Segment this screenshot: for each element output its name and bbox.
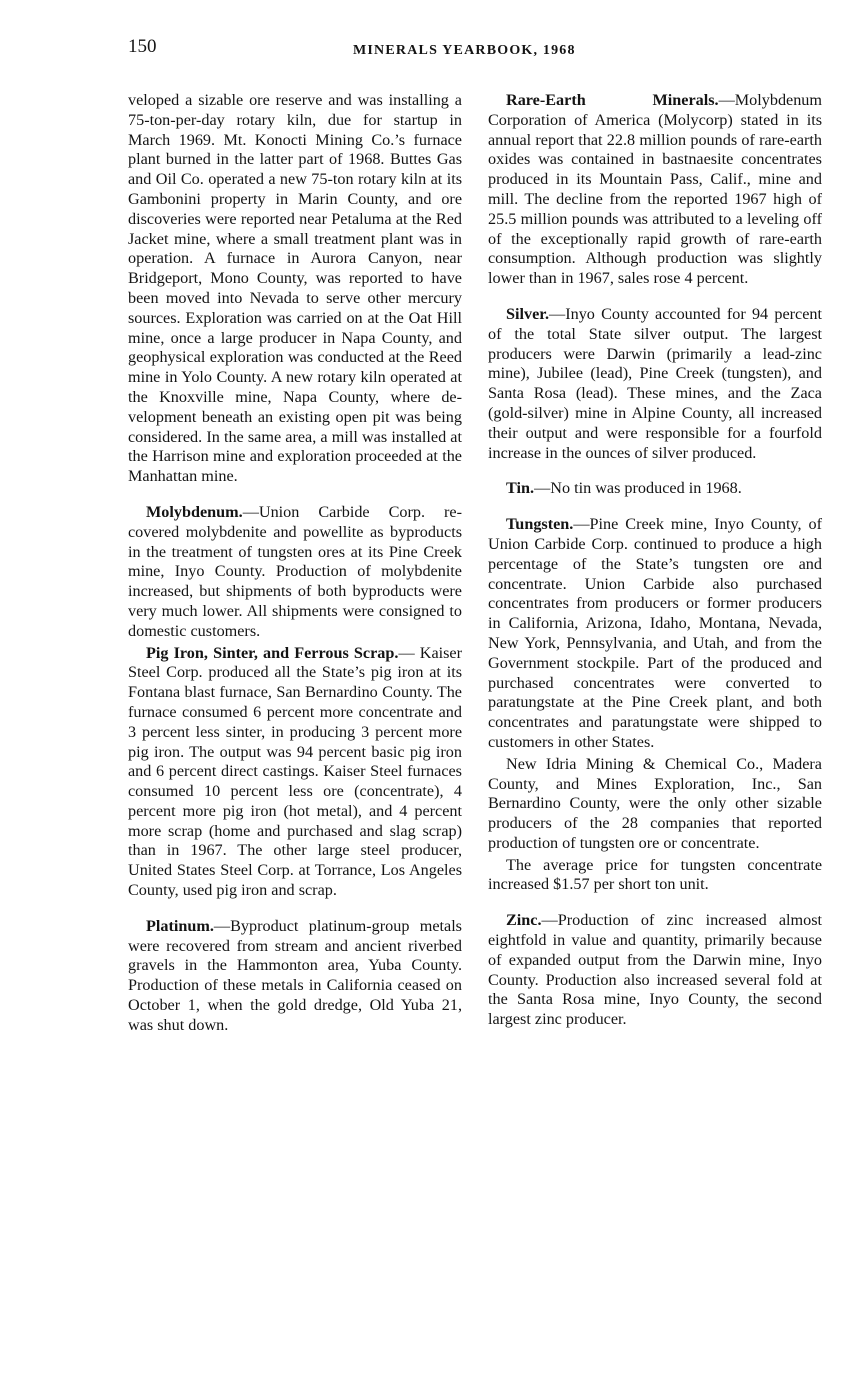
paragraph-zinc-text: —Production of zinc increased almost eightfold in value and quantity, primarily because of expanded output from the Darwin mine, Inyo County. Production also increased several fold at the Santa Rosa mine, Inyo County, the second largest zinc producer.	[488, 911, 822, 1029]
paragraph-tungsten-text: —Pine Creek mine, Inyo County, of Union Carbide Corp. continued to produce a high percentage of the State’s tungsten ore and concentrate. Union Carbide also purchased concentrates from producers or former producers in California, Arizona, Idaho, Montana, Nevada, New York, Pennsylvania, and Utah, and from the Government stockpile. Part of the produced and purchased concentrates were converted to paratungstate at the Pine Creek plant, and both concentrates and paratungstate were shipped to customers in other States.	[488, 515, 822, 751]
page-number: 150	[128, 36, 157, 57]
section-heading-tin: Tin.	[506, 479, 535, 498]
paragraph-silver	[488, 305, 822, 463]
paragraph-rare-earth	[488, 91, 822, 289]
paragraph-mercury-continued: veloped a sizable ore reserve and was installing a 75-ton-per-day rotary kiln, due for startup in March 1969. Mt. Konocti Mining Co.’s furnace plant burned in the latter part of 1968. Buttes Gas and Oil Co. operated a new 75-ton rotary kiln at its Gambonini property in Marin County, and ore discoveries were reported near Petaluma at the Red Jacket mine, where a small treatment plant was in operation. A furnace in Aurora Canyon, near Bridgeport, Mono County, was reported to have been moved into Nevada to serve other mercury sources. Exploration was carried on at the Oat Hill mine, once a large producer in Napa County, and geophysical exploration was conducted at the Reed mine in Yolo County. A new rotary kiln operated at the Knoxville mine, Napa County, where development beneath an existing open pit was being considered. In the same area, a mill was installed at the Harrison mine and exploration proceeded at the Manhattan mine.	[128, 91, 462, 486]
paragraph-zinc	[488, 911, 822, 1030]
paragraph-new-idria: New Idria Mining & Chemical Co., Madera County, and Mines Exploration, Inc., San Bernardino County, were the only other sizable producers of the 28 companies that reported production of tungsten ore or concentrate.	[488, 754, 822, 852]
paragraph-platinum	[128, 917, 462, 1036]
paragraph-pig-iron	[128, 644, 462, 901]
running-head: MINERALS YEARBOOK, 1968	[353, 43, 576, 58]
paragraph-platinum-text: —Byproduct platinum-group metals were recovered from stream and ancient riverbed gravels in the Hammonton area, Yuba County. Production of these metals in California ceased on October 1, when the gold dredge, Old Yuba 21, was shut down.	[128, 916, 462, 1034]
right-column	[488, 91, 822, 1030]
section-heading-molybdenum: Molybdenum.	[146, 502, 243, 521]
paragraph-silver-text: —Inyo County accounted for 94 percent of the total State silver output. The largest producers were Darwin (primarily a lead-zinc mine), Jubilee (lead), Pine Creek (tungsten), and Santa Rosa (lead). These mines, and the Zaca (gold-silver) mine in Alpine County, all increased their output and were responsible for a fourfold increase in the ounces of silver produced.	[488, 304, 822, 462]
section-heading-zinc: Zinc.	[506, 911, 542, 930]
paragraph-pig-iron-text: — Kaiser Steel Corp. produced all the State’s pig iron at its Fontana blast furnace, San Bernardino County. The furnace consumed 6 percent more concentrate and 3 percent less sinter, in producing 3 percent more pig iron. The output was 94 percent basic pig iron and 6 percent direct castings. Kaiser Steel furnaces consumed 10 percent less ore (concentrate), 4 percent more pig iron (hot metal), and 4 percent more scrap (home and purchased and slag scrap) than in 1967. The other large steel producer, United States Steel Corp. at Torrance, Los Angeles County, used pig iron and scrap.	[128, 643, 462, 900]
paragraph-tungsten	[488, 515, 822, 753]
paragraph-tin	[488, 479, 822, 499]
left-column	[128, 91, 462, 1036]
paragraph-tin-text: —No tin was produced in 1968.	[534, 479, 742, 498]
paragraph-rare-earth-text: —Molybdenum Corporation of America (Molycorp) stated in its annual report that 22.8 million pounds of rare-earth oxides was contained in bastnaesite concentrates produced in its Mountain Pass, Calif., mine and mill. The decline from the reported 1967 high of 25.5 million pounds was attributed to a leveling off of the exceptionally rapid growth of rare-earth consumption. Although production was slightly lower than in 1967, sales rose 4 percent.	[488, 91, 822, 288]
paragraph-molybdenum	[128, 503, 462, 642]
section-heading-pig-iron: Pig Iron, Sinter, and Ferrous Scrap.	[146, 643, 399, 662]
section-heading-rare-earth: Rare-Earth Minerals.	[506, 91, 719, 109]
section-heading-platinum: Platinum.	[146, 916, 214, 935]
section-heading-tungsten: Tungsten.	[506, 515, 574, 534]
paragraph-average-price: The average price for tungsten concentrate increased $1.57 per short ton unit.	[488, 855, 822, 894]
paragraph-molybdenum-text: —Union Carbide Corp. recovered molybdenite and powellite as byproducts in the treatment of tungsten ores at its Pine Creek mine, Inyo County. Production of molybdenite increased, but shipments of both byproducts were very much lower. All shipments were consigned to domestic customers.	[128, 502, 462, 640]
section-heading-silver: Silver.	[506, 304, 550, 323]
